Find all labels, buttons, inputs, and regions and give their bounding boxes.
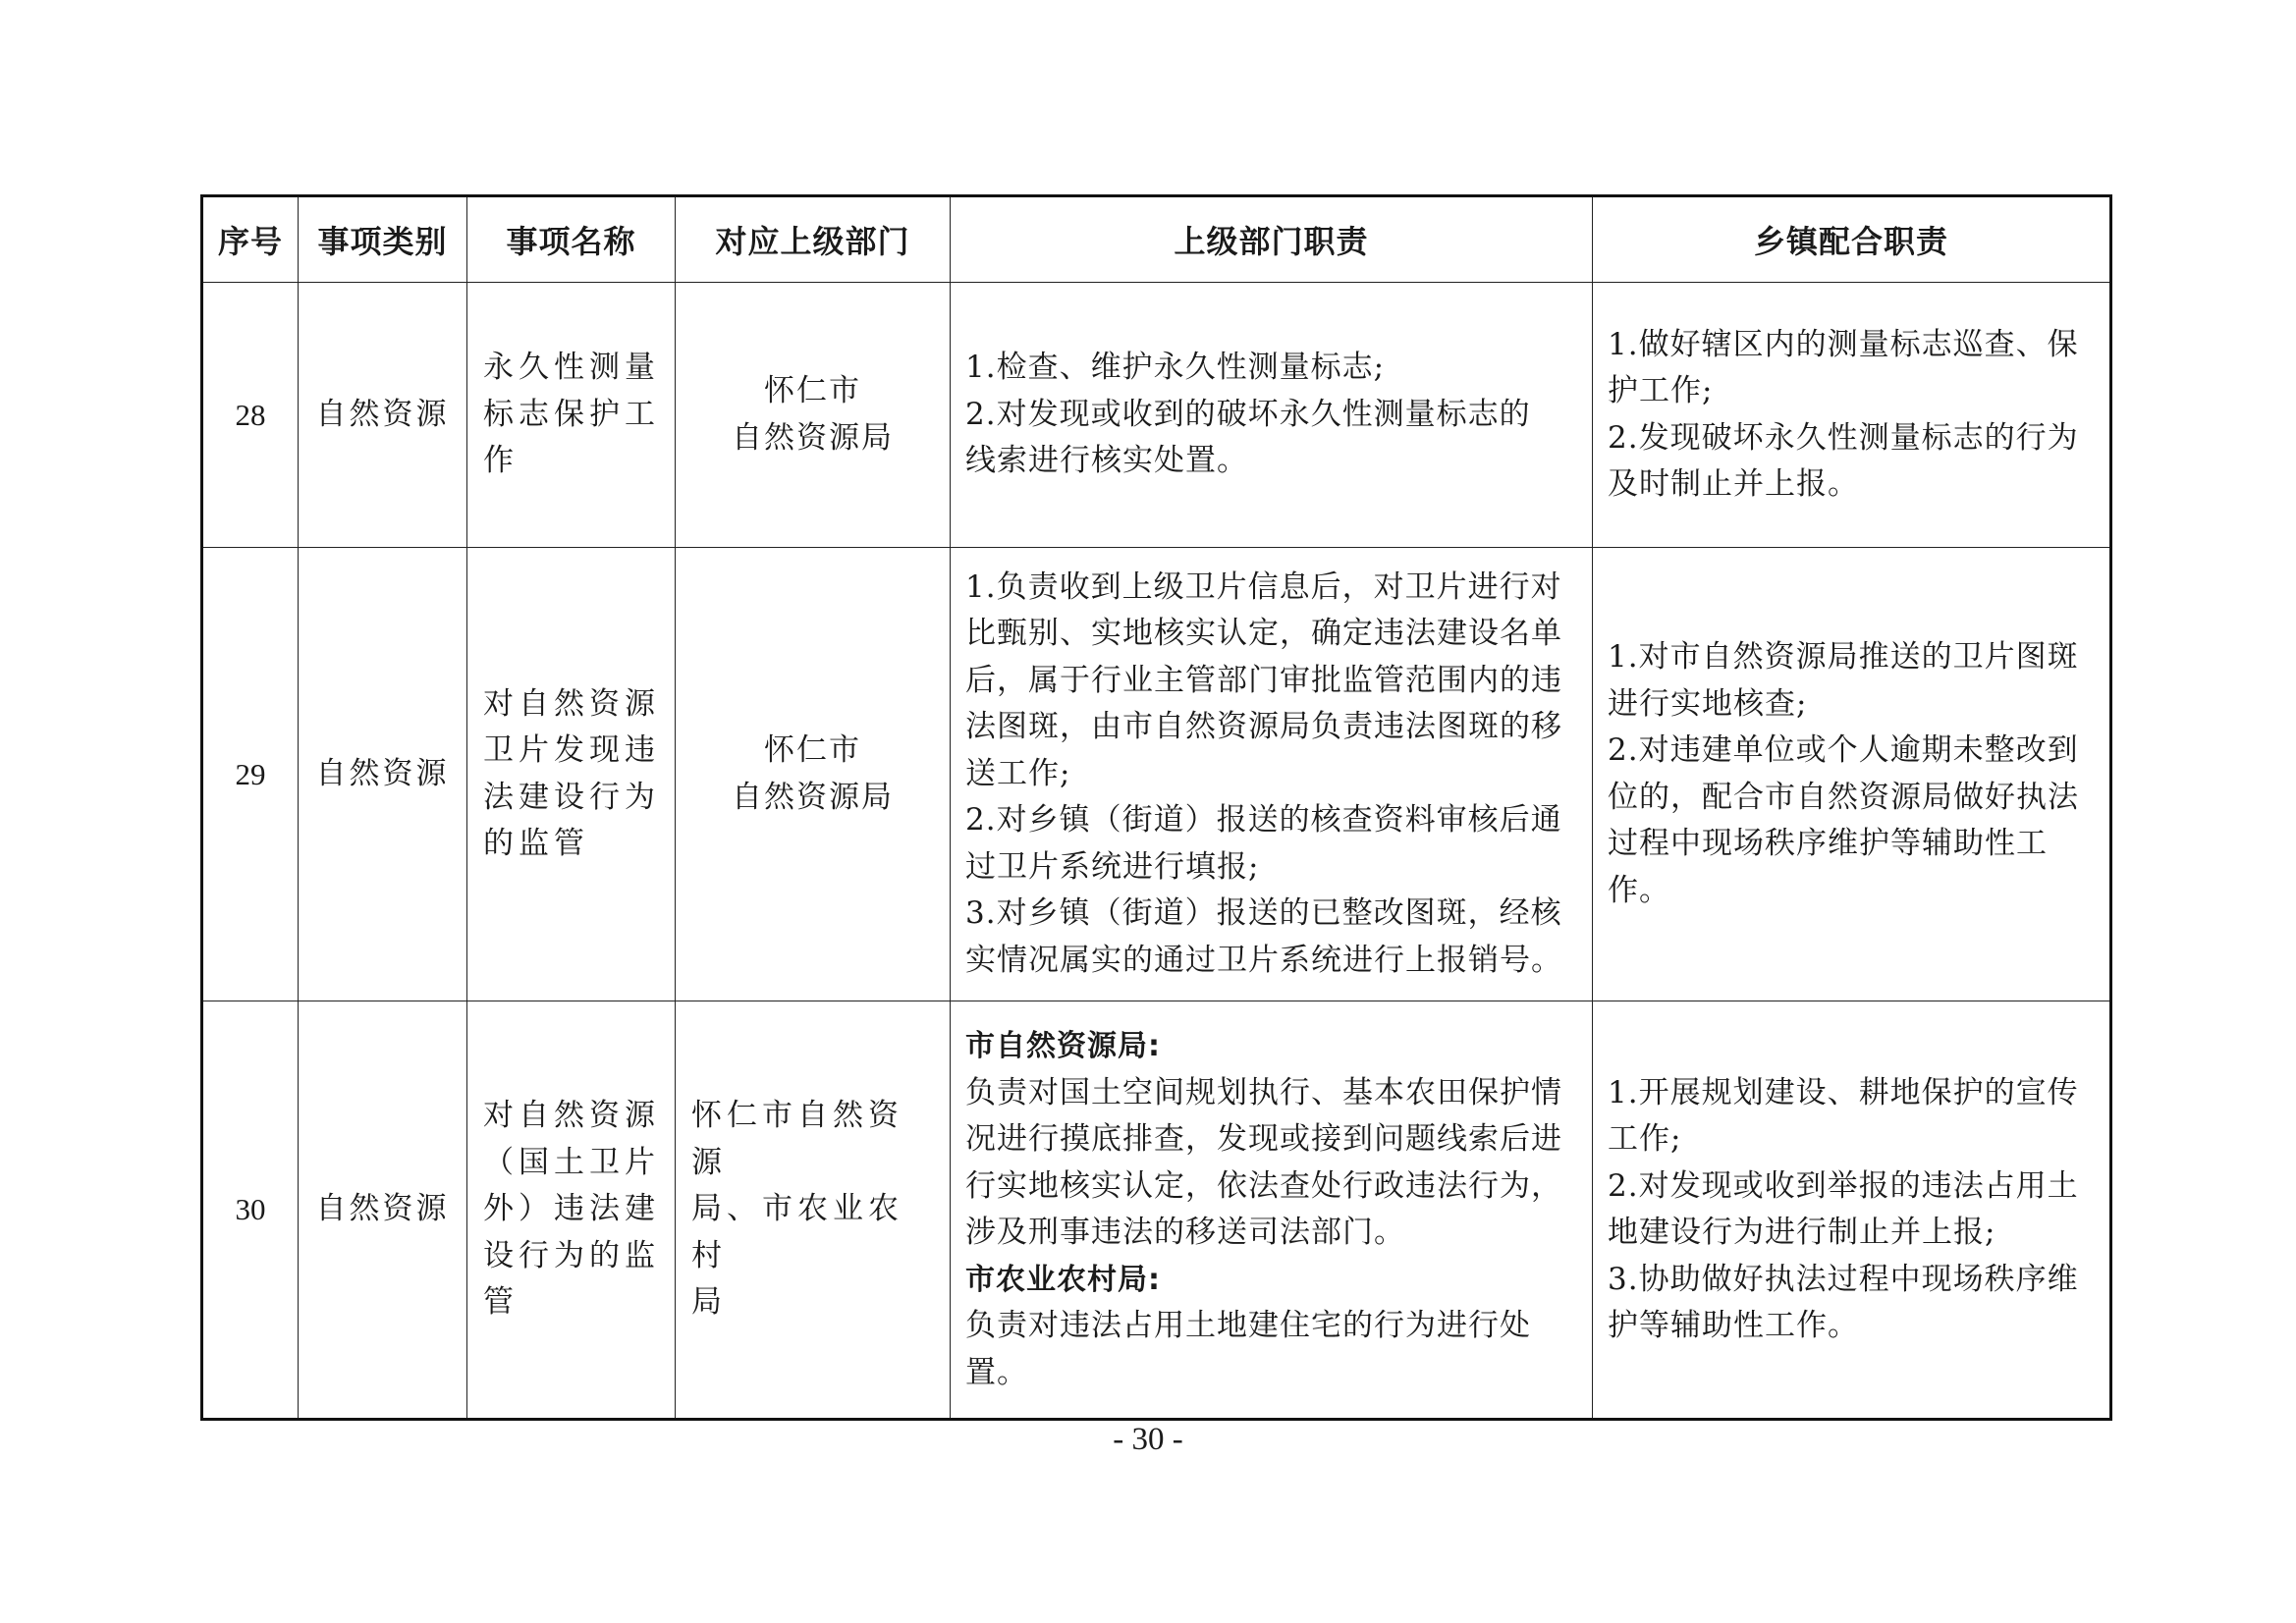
duty-line: 法图斑，由市自然资源局负责违法图斑的移 [965,709,1562,745]
town-duty-line: 及时制止并上报。 [1608,466,1859,502]
row-department-duties [951,1001,1593,1420]
page-number: - 30 - [1113,1422,1183,1457]
table-header-row [202,196,2111,283]
duty-line: 负责对违法占用土地建住宅的行为进行处 [965,1308,1531,1343]
item-name-line: 对自然资源 [483,685,660,722]
duty-line: 实情况属实的通过卫片系统进行上报销号。 [965,942,1562,978]
duty-line: 2.对发现或收到的破坏永久性测量标志的 [965,396,1531,432]
row-item-name [467,548,676,1001]
row-department [676,548,951,1001]
responsibility-table [200,194,2112,1421]
item-name-line: 标志保护工 [483,396,660,432]
town-duty-line: 2.发现破坏永久性测量标志的行为 [1608,419,2079,456]
duty-subheading: 市自然资源局: [965,1029,1161,1063]
department-line: 局 [691,1284,727,1321]
department-line: 怀仁市 [764,373,861,408]
header-department-duties: 上级部门职责 [951,196,1593,283]
town-duty-line: 1.做好辖区内的测量标志巡查、保 [1608,326,2079,362]
item-name-line: 设行为的监 [483,1237,660,1273]
header-superior-department: 对应上级部门 [676,196,951,283]
item-name-line: 法建设行为 [483,779,660,815]
table-row [202,548,2111,1001]
row-town-duties [1593,1001,2111,1420]
row-item-name [467,283,676,548]
town-duty-line: 工作; [1608,1121,1682,1157]
town-duty-line: 护工作; [1608,373,1714,408]
row-town-duties [1593,548,2111,1001]
row-category: 自然资源 [299,1001,467,1420]
duty-line: 负责对国土空间规划执行、基本农田保护情 [965,1074,1562,1110]
duty-line: 3.对乡镇（街道）报送的已整改图斑，经核 [965,895,1562,932]
item-name-line: 管 [483,1284,519,1321]
item-name-line: 对自然资源 [483,1098,660,1134]
duty-subheading: 市农业农村局: [965,1262,1161,1297]
duty-line: 送工作; [965,755,1071,791]
row-number: 29 [202,548,299,1001]
town-duty-line: 进行实地核查; [1608,685,1808,722]
header-serial-number: 序号 [202,196,299,283]
department-line: 局、市农业农村 [691,1191,903,1273]
duty-line: 2.对乡镇（街道）报送的核查资料审核后通 [965,802,1562,839]
item-name-line: 外）违法建 [483,1191,660,1227]
row-number: 28 [202,283,299,548]
department-line: 怀仁市自然资源 [691,1098,903,1180]
department-line: 自然资源局 [732,419,894,456]
town-duty-line: 护等辅助性工作。 [1608,1308,1859,1343]
table-row [202,283,2111,548]
town-duty-line: 1.对市自然资源局推送的卫片图斑 [1608,639,2079,675]
row-department [676,283,951,548]
duty-line: 置。 [965,1354,1028,1390]
town-duty-line: 地建设行为进行制止并上报; [1608,1215,1996,1250]
town-duty-line: 1.开展规划建设、耕地保护的宣传 [1608,1074,2079,1110]
department-line: 怀仁市 [764,732,861,768]
duty-line: 况进行摸底排查，发现或接到问题线索后进 [965,1121,1562,1157]
duty-line: 线索进行核实处置。 [965,443,1248,479]
row-department [676,1001,951,1420]
town-duty-line: 作。 [1608,872,1670,908]
department-line: 自然资源局 [732,779,894,815]
duty-line: 行实地核实认定，依法查处行政违法行为， [965,1167,1562,1204]
duty-line: 过卫片系统进行填报; [965,848,1260,885]
item-name-line: 永久性测量 [483,350,660,386]
item-name-line: 卫片发现违 [483,732,660,768]
table-row [202,1001,2111,1420]
header-item-category: 事项类别 [299,196,467,283]
duty-line: 后，属于行业主管部门审批监管范围内的违 [965,662,1562,698]
duty-line: 1.负责收到上级卫片信息后，对卫片进行对 [965,568,1562,605]
duty-line: 1.检查、维护永久性测量标志; [965,350,1386,386]
town-duty-line: 2.对发现或收到举报的违法占用土 [1608,1167,2079,1204]
row-department-duties [951,283,1593,548]
town-duty-line: 位的，配合市自然资源局做好执法 [1608,779,2079,815]
row-department-duties [951,548,1593,1001]
town-duty-line: 过程中现场秩序维护等辅助性工 [1608,826,2048,861]
duty-line: 比甄别、实地核实认定，确定违法建设名单 [965,616,1562,652]
item-name-line: （国土卫片 [483,1144,660,1180]
row-category: 自然资源 [299,548,467,1001]
header-town-duties: 乡镇配合职责 [1593,196,2111,283]
town-duty-line: 2.对违建单位或个人逾期未整改到 [1608,732,2079,768]
town-duty-line: 3.协助做好执法过程中现场秩序维 [1608,1261,2079,1297]
header-item-name: 事项名称 [467,196,676,283]
item-name-line: 作 [483,443,519,479]
row-number: 30 [202,1001,299,1420]
row-town-duties [1593,283,2111,548]
row-item-name [467,1001,676,1420]
duty-line: 涉及刑事违法的移送司法部门。 [965,1215,1405,1250]
row-category: 自然资源 [299,283,467,548]
item-name-line: 的监管 [483,826,589,861]
